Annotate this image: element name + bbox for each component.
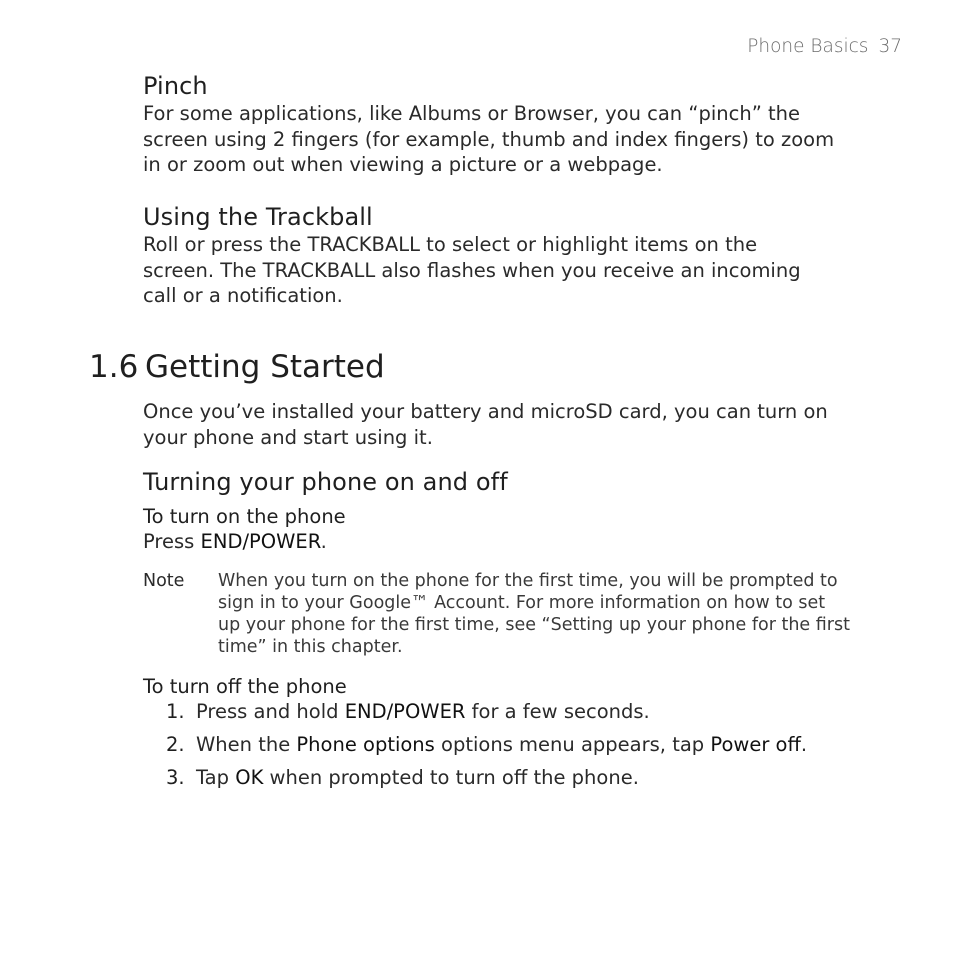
end-power-key: END/POWER (200, 530, 321, 553)
pinch-heading: Pinch (143, 72, 208, 100)
step-text: When the (196, 733, 297, 756)
step-item (166, 766, 639, 789)
note-line: up your phone for the first time, see “Setting up your phone for the first (218, 615, 850, 635)
intro-line: Once you’ve installed your battery and microSD card, you can turn on (143, 400, 828, 423)
turn-on-instruction (143, 530, 327, 553)
step-text: options menu appears, tap (434, 733, 711, 756)
note-text (218, 570, 898, 658)
running-header (747, 36, 902, 57)
note-line: When you turn on the phone for the first time, you will be prompted to (218, 571, 838, 591)
trackball-heading: Using the Trackball (143, 203, 373, 231)
step-text: when prompted to turn off the phone. (263, 766, 639, 789)
turn-off-title: To turn off the phone (143, 675, 347, 698)
step-text: Tap (196, 766, 236, 789)
header-section: Phone Basics (747, 36, 869, 57)
note-line: sign in to your Google™ Account. For more information on how to set (218, 593, 826, 613)
note-line: time” in this chapter. (218, 637, 403, 657)
chapter-title: Getting Started (145, 349, 385, 385)
press-prefix: Press (143, 530, 201, 553)
page-number: 37 (878, 36, 902, 57)
power-off-option: Power off (710, 733, 801, 756)
step-item (166, 733, 807, 756)
trackball-paragraph (143, 232, 903, 309)
step-number: 3. (166, 766, 185, 789)
chapter-intro (143, 399, 903, 450)
step-text: . (800, 733, 808, 756)
note-label: Note (143, 571, 185, 591)
step-item (166, 700, 650, 723)
trackball-line: Roll or press the TRACKBALL to select or highlight items on the (143, 233, 758, 256)
turning-heading: Turning your phone on and off (143, 468, 508, 496)
chapter-heading (89, 349, 385, 385)
turn-on-title: To turn on the phone (143, 505, 346, 528)
pinch-line: screen using 2 fingers (for example, thumb and index fingers) to zoom (143, 127, 835, 151)
trackball-line: screen. The TRACKBALL also flashes when you receive an incoming (143, 258, 801, 282)
phone-options-menu-name: Phone options (296, 733, 435, 756)
trackball-line: call or a notification. (143, 284, 343, 308)
pinch-paragraph (143, 101, 903, 178)
pinch-line: For some applications, like Albums or Browser, you can “pinch” the (143, 102, 801, 125)
press-suffix: . (320, 530, 327, 553)
chapter-number: 1.6 (89, 349, 139, 385)
ok-button-name: OK (235, 766, 264, 789)
step-number: 1. (166, 700, 185, 723)
pinch-line: in or zoom out when viewing a picture or a webpage. (143, 153, 663, 177)
step-text: Press and hold (196, 700, 345, 723)
end-power-key: END/POWER (344, 700, 466, 723)
intro-line: your phone and start using it. (143, 425, 433, 449)
step-number: 2. (166, 733, 185, 756)
step-text: for a few seconds. (465, 700, 650, 723)
